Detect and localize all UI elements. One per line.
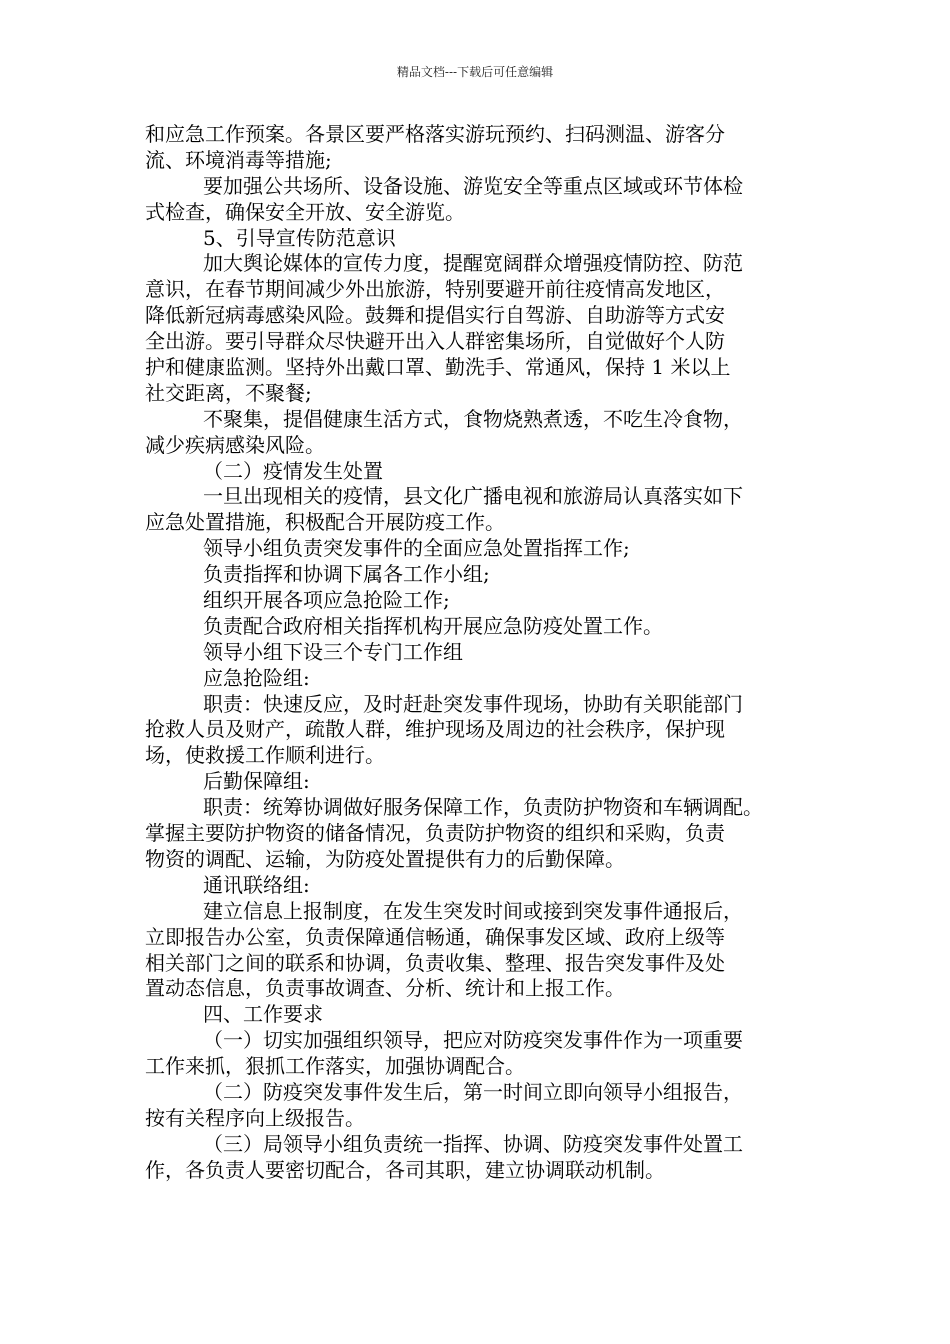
text-line: 式检查，确保安全开放、安全游览。: [145, 199, 465, 224]
text-line: 社交距离，不聚餐;: [145, 380, 312, 405]
text-line: 流、环境消毒等措施;: [145, 147, 332, 172]
text-line: 作，各负责人要密切配合，各司其职，建立协调联动机制。: [145, 1157, 665, 1182]
text-line: 通讯联络组:: [203, 872, 310, 897]
text-line: 负责配合政府相关指挥机构开展应急防疫处置工作。: [203, 613, 663, 638]
text-line: 组织开展各项应急抢险工作;: [203, 588, 450, 613]
text-line: 减少疾病感染风险。: [145, 432, 325, 457]
text-line: 要加强公共场所、设备设施、游览安全等重点区域或环节体检: [203, 173, 743, 198]
text-line: 职责：统筹协调做好服务保障工作，负责防护物资和车辆调配。: [203, 795, 763, 820]
text-line: 按有关程序向上级报告。: [145, 1105, 365, 1130]
page-header: 精品文档---下载后可任意编辑: [396, 65, 554, 79]
text-line: 立即报告办公室，负责保障通信畅通，确保事发区域、政府上级等: [145, 924, 725, 949]
text-line: 相关部门之间的联系和协调，负责收集、整理、报告突发事件及处: [145, 950, 725, 975]
text-line: 意识，在春节期间减少外出旅游，特别要避开前往疫情高发地区，: [145, 277, 725, 302]
text-line: 5、引导宣传防范意识: [203, 225, 396, 250]
text-line: （二）疫情发生处置: [203, 458, 383, 483]
text-line: 一旦出现相关的疫情，县文化广播电视和旅游局认真落实如下: [203, 484, 743, 509]
text-line: 和应急工作预案。各景区要严格落实游玩预约、扫码测温、游客分: [145, 122, 725, 146]
text-line: 后勤保障组:: [203, 769, 310, 794]
text-line: 掌握主要防护物资的储备情况，负责防护物资的组织和采购，负责: [145, 821, 725, 846]
text-line: 职责：快速反应，及时赶赴突发事件现场，协助有关职能部门: [203, 691, 743, 716]
text-line: （二）防疫突发事件发生后，第一时间立即向领导小组报告，: [203, 1079, 743, 1104]
text-line: 全出游。要引导群众尽快避开出入人群密集场所，自觉做好个人防: [145, 329, 725, 354]
text-line: 置动态信息，负责事故调查、分析、统计和上报工作。: [145, 976, 625, 1001]
text-line: 护和健康监测。坚持外出戴口罩、勤洗手、常通风，保持 1 米以上: [145, 355, 731, 380]
document-body: [145, 122, 810, 1184]
text-line: 抢救人员及财产，疏散人群，维护现场及周边的社会秩序，保护现: [145, 717, 725, 742]
text-line: 加大舆论媒体的宣传力度，提醒宽阔群众增强疫情防控、防范: [203, 251, 743, 276]
text-line: 工作来抓，狠抓工作落实，加强协调配合。: [145, 1054, 525, 1079]
text-line: 降低新冠病毒感染风险。鼓舞和提倡实行自驾游、自助游等方式安: [145, 303, 725, 328]
text-line: 物资的调配、运输，为防疫处置提供有力的后勤保障。: [145, 846, 625, 871]
text-line: 应急抢险组:: [203, 665, 310, 690]
text-line: 应急处置措施，积极配合开展防疫工作。: [145, 510, 505, 535]
text-line: （一）切实加强组织领导，把应对防疫突发事件作为一项重要: [203, 1028, 743, 1053]
text-line: 领导小组下设三个专门工作组: [203, 639, 463, 664]
text-line: 场，使救援工作顺利进行。: [145, 743, 385, 768]
text-line: 建立信息上报制度，在发生突发时间或接到突发事件通报后，: [203, 898, 743, 923]
text-line: 负责指挥和协调下属各工作小组;: [203, 562, 490, 587]
text-line: 四、工作要求: [203, 1002, 323, 1027]
text-line: 不聚集，提倡健康生活方式，食物烧熟煮透，不吃生冷食物，: [203, 406, 743, 431]
text-line: （三）局领导小组负责统一指挥、协调、防疫突发事件处置工: [203, 1131, 743, 1156]
text-line: 领导小组负责突发事件的全面应急处置指挥工作;: [203, 536, 630, 561]
